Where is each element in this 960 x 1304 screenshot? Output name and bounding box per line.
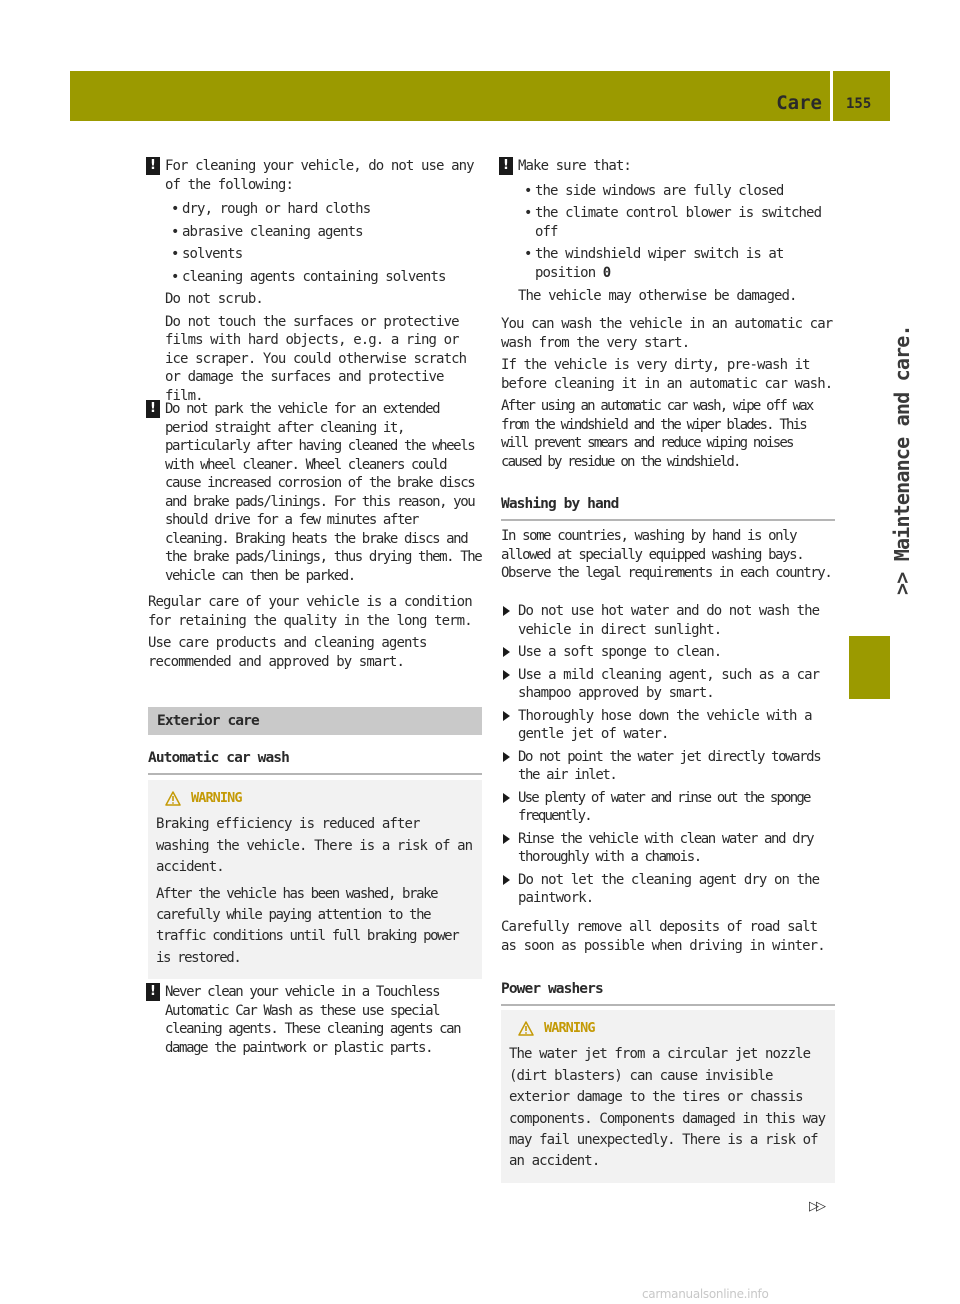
step-arrow-icon [503,834,510,844]
chapter-tab-marker [849,636,890,699]
list-item: • solvents [165,245,482,264]
step-text: Do not let the cleaning agent dry on the paintwork. [518,871,820,906]
step-item [501,789,835,826]
notice-cleaning [148,157,482,405]
bullet-list [165,200,482,286]
step-arrow-icon [503,793,510,803]
continue-arrow-icon: ▷▷ [809,1199,823,1214]
subheading: Power washers [501,980,835,1006]
list-item-text: the windshield wiper switch is at position [535,246,784,281]
notice-intro: For cleaning your vehicle, do not use any of the following: [165,158,474,193]
step-text: Use a mild cleaning agent, such as a car shampoo approved by smart. [518,666,820,701]
step-item [501,643,835,662]
warning-header [509,1018,827,1039]
list-item: • the side windows are fully closed [518,182,835,201]
subheading: Washing by hand [501,495,835,521]
paragraph: Carefully remove all deposits of road salt as soon as possible when driving in winter. [501,919,825,954]
warning-box [501,1010,835,1183]
step-arrow-icon [503,875,510,885]
notice-text: The vehicle may otherwise be damaged. [518,288,797,304]
step-text: Thoroughly hose down the vehicle with a gentle jet of water. [518,707,812,742]
step-item [501,871,835,908]
exclamation-icon: ! [146,983,160,1001]
warning-label: WARNING [191,790,242,806]
paragraph: You can wash the vehicle in an automatic car wash from the very start. [501,316,833,351]
step-text: Rinse the vehicle with clean water and dry thoroughly with a chamois. [518,830,814,865]
warning-label: WARNING [544,1020,595,1036]
paragraph: If the vehicle is very dirty, pre-wash it before cleaning it in an automatic car wash. [501,357,833,392]
exclamation-icon: ! [146,157,160,175]
step-text: Do not use hot water and do not wash the vehicle in direct sunlight. [518,603,820,638]
step-item [501,748,835,785]
step-text: Use plenty of water and rinse out the sponge frequently. [518,789,810,824]
step-item [501,707,835,744]
list-item: • cleaning agents containing solvents [165,268,482,287]
paragraph: In some countries, washing by hand is only allowed at specially equipped washing bays. Observe the legal requirements in each country. [501,528,832,581]
watermark: carmanualsonline.info [642,1287,769,1301]
section-header [148,707,482,735]
notice-text: Do not park the vehicle for an extended period straight after cleaning it, particularly after having cleaned the wheels with wheel cleaner. Wheel cleaners could cause increased corrosion of the brake discs and brake pads/linings. For this reason, you should drive for a few minutes after cleaning. Braking heats the brake discs and the brake pads/linings, thus drying them. The vehicle can then be parked. [165,401,482,584]
paragraph: Regular care of your vehicle is a condition for retaining the quality in the long term. [148,594,472,629]
notice-text: Do not scrub. [165,291,263,307]
step-arrow-icon [503,606,510,616]
warning-text: Braking efficiency is reduced after washing the vehicle. There is a risk of an accident. [156,816,473,876]
notice-make-sure [501,157,835,306]
warning-text: The water jet from a circular jet nozzle (dirt blasters) can cause invisible exterior damage to the tires or chassis components. Components damaged in this way may fail unexpectedly. There is a risk of an accident. [509,1046,826,1170]
warning-triangle-icon [518,1021,534,1036]
exclamation-icon: ! [499,157,513,175]
step-arrow-icon [503,670,510,680]
notice-parking [148,400,482,585]
step-arrow-icon [503,711,510,721]
step-item [501,830,835,867]
exclamation-icon: ! [146,400,160,418]
list-item: • the climate control blower is switched off [518,204,835,241]
step-arrow-icon [503,752,510,762]
list-item: • abrasive cleaning agents [165,223,482,242]
notice-intro: Make sure that: [518,158,631,174]
header-bar [70,71,830,121]
warning-header [156,788,474,809]
chapter-tab-label: >> Maintenance and care. [890,325,914,595]
paragraph: After using an automatic car wash, wipe off wax from the windshield and the wiper blades. This will prevent smears and reduce wiping noises caused by residue on the windshield. [501,398,813,470]
warning-box [148,780,482,979]
step-list [501,602,835,908]
subheading: Automatic car wash [148,749,482,775]
step-arrow-icon [503,647,510,657]
notice-text: Never clean your vehicle in a Touchless Automatic Car Wash as these use special cleaning agents. These cleaning agents can damage the paintwork or plastic parts. [165,984,461,1056]
section-title: Exterior care [157,713,259,729]
page-number: 155 [846,96,872,112]
page-section-title: Care [776,92,822,114]
step-item [501,666,835,703]
step-text: Do not point the water jet directly towards the air inlet. [518,748,821,783]
warning-text: After the vehicle has been washed, brake carefully while paying attention to the traffic conditions until full braking power is restored. [156,885,459,966]
position-value: 0 [602,264,611,281]
paragraph: Use care products and cleaning agents recommended and approved by smart. [148,635,427,670]
list-item [518,245,835,282]
step-item [501,602,835,639]
notice-touchless [148,983,482,1057]
step-text: Use a soft sponge to clean. [518,644,722,660]
list-item: • dry, rough or hard cloths [165,200,482,219]
warning-triangle-icon [165,791,181,806]
notice-text: Do not touch the surfaces or protective films with hard objects, e.g. a ring or ice scraper. You could otherwise scratch or damage the surfaces and protective film. [165,313,467,404]
bullet-list [518,182,835,283]
